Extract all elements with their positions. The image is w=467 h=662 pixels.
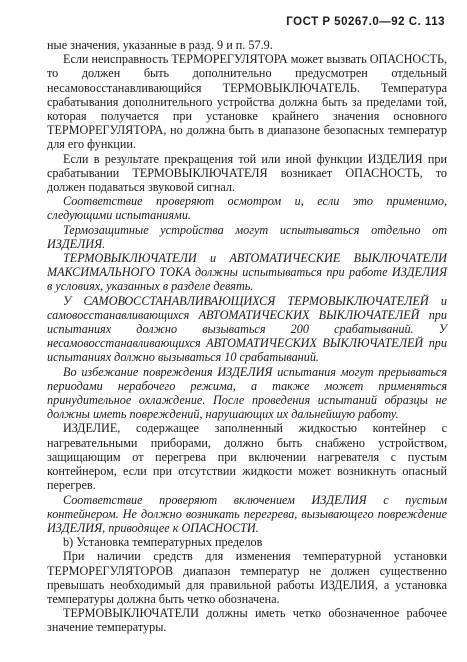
paragraph-italic: Термозащитные устройства могут испытываться отдельно от ИЗДЕЛИЯ. — [47, 222, 447, 251]
paragraph-italic: Во избежание повреждения ИЗДЕЛИЯ испытания могут прерываться периодами нерабочего режима, а также может применяться принудительное охлаждение. После проведения испытаний образцы не должны иметь повреждений, нарушающих их дальнейшую работу. — [47, 364, 447, 422]
document-body — [47, 38, 447, 635]
page-header: ГОСТ Р 50267.0—92 С. 113 — [286, 16, 445, 28]
paragraph-italic: Соответствие проверяют включением ИЗДЕЛИЯ с пустым контейнером. Не должно возникать перегрева, вызывающего повреждение ИЗДЕЛИЯ, приводящее к ОПАСНОСТИ. — [47, 492, 447, 535]
subsection-heading: b) Установка температурных пределов — [63, 535, 263, 550]
paragraph: Если неисправность ТЕРМОРЕГУЛЯТОРА может вызвать ОПАСНОСТЬ, то должен быть дополнительно предусмотрен отдельный несамовосстанавливающийся ТЕРМОВЫКЛЮЧАТЕЛЬ. Температура срабатывания дополнительного устройства должна быть за пределами той, которая получается при установке крайнего значения основного ТЕРМОРЕГУЛЯТОРА, но должна быть в диапазоне безопасных температур для его функции. — [47, 52, 447, 152]
paragraph-italic: ТЕРМОВЫКЛЮЧАТЕЛИ и АВТОМАТИЧЕСКИЕ ВЫКЛЮЧАТЕЛИ МАКСИМАЛЬНОГО ТОКА должны испытываться при работе ИЗДЕЛИЯ в условиях, указанных в разделе девять. — [47, 251, 447, 294]
paragraph-italic: Соответствие проверяют осмотром и, если это применимо, следующими испытаниями. — [47, 194, 447, 223]
paragraph: Если в результате прекращения той или иной функции ИЗДЕЛИЯ при срабатывании ТЕРМОВЫКЛЮЧАТЕЛЯ возникает ОПАСНОСТЬ, то должен подаваться звуковой сигнал. — [47, 151, 447, 195]
paragraph-italic: У САМОВОССТАНАВЛИВАЮЩИХСЯ ТЕРМОВЫКЛЮЧАТЕЛЕЙ и самовосстанавливающихся АВТОМАТИЧЕСКИХ ВЫКЛЮЧАТЕЛЕЙ при испытаниях должно вызываться 200 срабатываний. У несамовосстанавливающихся АВТОМАТИЧЕСКИХ ВЫКЛЮЧАТЕЛЕЙ при испытаниях должно вызываться 10 срабатываний. — [47, 293, 447, 365]
paragraph: При наличии средств для изменения температурной установки ТЕРМОРЕГУЛЯТОРОВ диапазон температур не должен существенно превышать необходимый для правильной работы ИЗДЕЛИЯ, а установка температуры должна быть четко обозначена. — [47, 549, 447, 606]
paragraph: ТЕРМОВЫКЛЮЧАТЕЛИ должны иметь четко обозначенное рабочее значение температуры. — [47, 606, 447, 635]
paragraph: ИЗДЕЛИЕ, содержащее заполненный жидкостью контейнер с нагревательными приборами, должно быть снабжено устройством, защищающим от перегрева при включении нагревателя с пустым контейнером, если при отсутствии жидкости может возникнуть опасный перегрев. — [47, 421, 447, 493]
paragraph-continuation: ные значения, указанные в разд. 9 и п. 57.9. — [47, 38, 273, 52]
